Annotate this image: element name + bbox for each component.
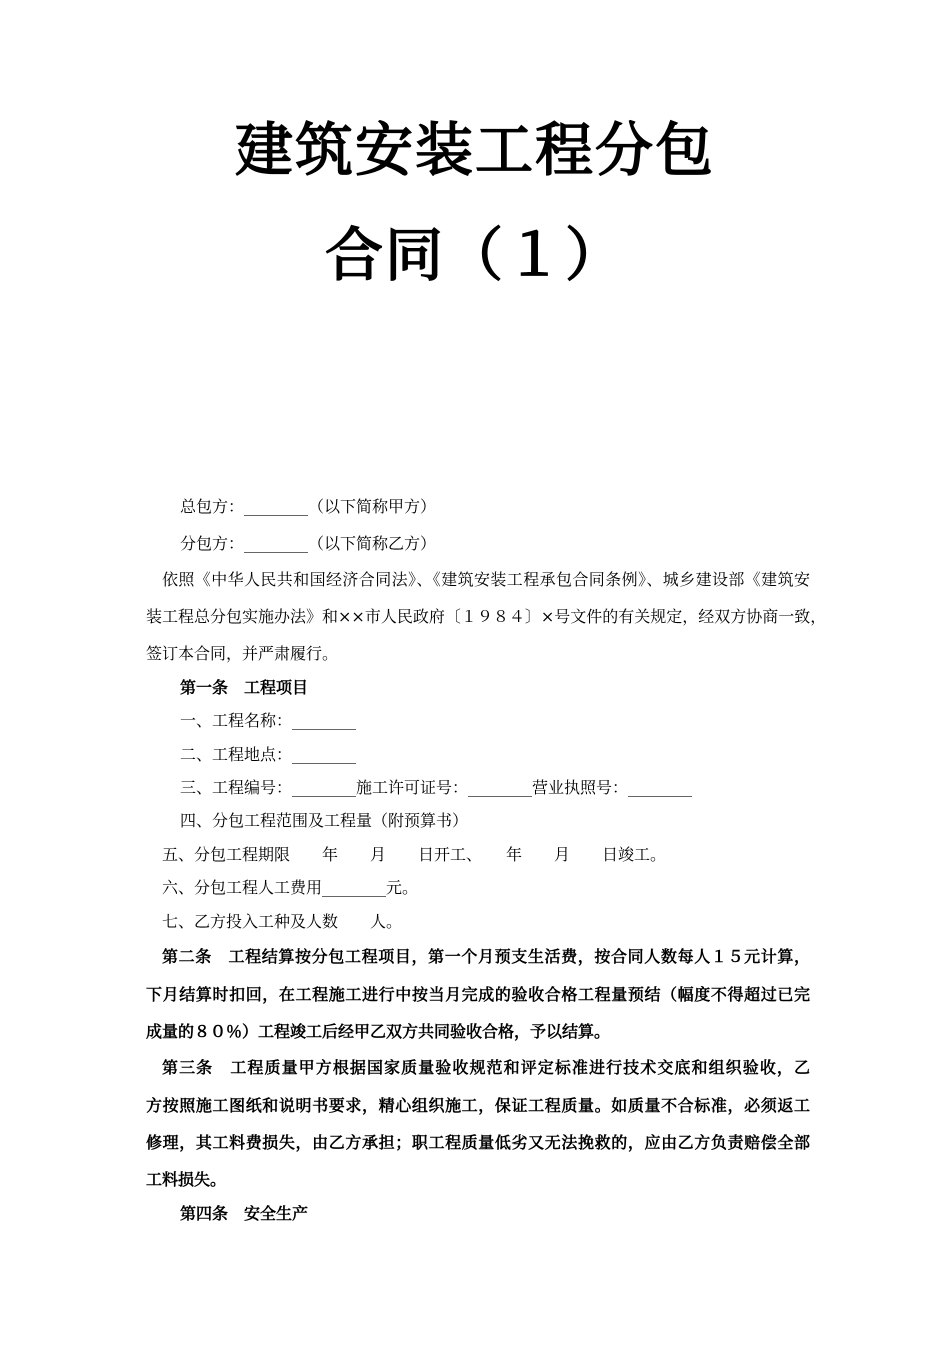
article-2-line-1: 第二条 工程结算按分包工程项目，第一个月预支生活费，按合同人数每人１５元计算，	[162, 947, 810, 966]
preamble-line-1: 依照《中华人民共和国经济合同法》、《建筑安装工程承包合同条例》、城乡建设部《建筑安	[162, 570, 810, 589]
article-4-heading: 第四条 安全生产	[180, 1204, 309, 1223]
article-1-item: 七、乙方投入工种及人数 人。	[162, 912, 403, 931]
subcontractor-party-line: 分包方：________（以下简称乙方）	[180, 534, 437, 553]
article-1-item: 六、分包工程人工费用________元。	[162, 878, 419, 897]
article-1-item: 一、工程名称：________	[180, 711, 357, 730]
article-3-line-3: 修理，其工料费损失，由乙方承担；职工程质量低劣又无法挽救的，应由乙方负责赔偿全部	[146, 1133, 810, 1152]
article-1-item: 五、分包工程期限 年 月 日开工、 年 月 日竣工。	[162, 845, 667, 864]
document-title-line-2: 合同（１）	[324, 221, 625, 289]
article-1-item: 二、工程地点：________	[180, 745, 357, 764]
article-3-line-1: 第三条 工程质量甲方根据国家质量验收规范和评定标准进行技术交底和组织验收，乙	[162, 1058, 810, 1077]
article-1-heading: 第一条 工程项目	[180, 678, 309, 697]
article-2-line-2: 下月结算时扣回，在工程施工进行中按当月完成的验收合格工程量预结（幅度不得超过已完	[146, 985, 810, 1004]
article-1-item: 四、分包工程范围及工程量（附预算书）	[180, 811, 469, 830]
document-title-line-1: 建筑安装工程分包	[234, 116, 715, 184]
preamble-line-2: 装工程总分包实施办法》和××市人民政府〔１９８４〕×号文件的有关规定，经双方协商一致，	[146, 607, 827, 626]
article-3-line-4: 工料损失。	[146, 1170, 227, 1189]
article-1-item: 三、工程编号：________施工许可证号：________营业执照号：________	[180, 778, 693, 797]
preamble-line-3: 签订本合同，并严肃履行。	[146, 644, 339, 663]
article-2-line-3: 成量的８０％）工程竣工后经甲乙双方共同验收合格，予以结算。	[146, 1022, 611, 1041]
contractor-party-line: 总包方：________（以下简称甲方）	[180, 497, 437, 516]
article-3-line-2: 方按照施工图纸和说明书要求，精心组织施工，保证工程质量。如质量不合标准，必须返工	[146, 1096, 810, 1115]
